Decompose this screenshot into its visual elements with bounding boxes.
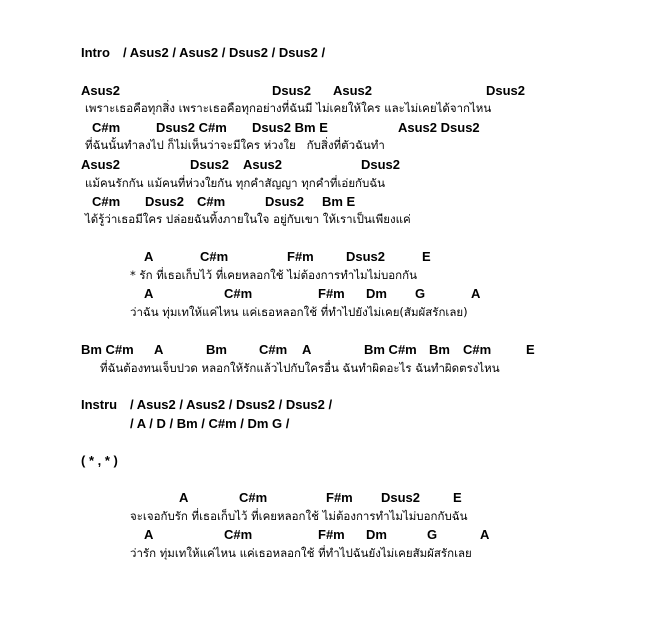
lyric-line: จะเจอกับรัก ที่เธอเก็บไว้ ที่เคยหลอกใช้ ไม่ต้องการทำไมไม่บอกกับฉัน: [130, 509, 468, 523]
chord: A: [179, 490, 189, 505]
chord: C#m: [197, 194, 226, 209]
chord: A: [144, 527, 154, 542]
chorus1-lyric-row-2: [0, 303, 662, 321]
chorus1-lyric-row-1: [0, 266, 662, 284]
verse1-chord-row-3: [0, 156, 662, 174]
chord: C#m: [463, 342, 492, 357]
chord: Dsus2: [346, 249, 386, 264]
chord: E: [453, 490, 462, 505]
chord: A: [471, 286, 481, 301]
chord: Dsus2 C#m: [156, 120, 227, 135]
verse1-chord-row-2: [0, 119, 662, 137]
chorus2-chord-row-1: [0, 489, 662, 507]
chorus1-chord-row-2: [0, 285, 662, 303]
lyric-line: ว่าฉัน ทุ่มเทให้แค่ไหน แค่เธอหลอกใช้ ที่ทำไปยังไม่เคย(สัมผัสรักเลย): [130, 305, 468, 319]
repeat-marker: ( * , * ): [81, 453, 118, 468]
chord: Bm C#m: [364, 342, 417, 357]
lyric-line: แม้คนรักกัน แม้คนที่ห่วงใยกัน ทุกคำสัญญา ทุกคำที่เอ่ยกับฉัน: [85, 176, 386, 190]
instru-line-1: [0, 396, 662, 414]
intro-line: [0, 44, 662, 62]
lyric-line: ที่ฉันต้องทนเจ็บปวด หลอกให้รักแล้วไปกับใครอื่น ฉันทำผิดอะไร ฉันทำผิดตรงไหน: [100, 361, 500, 375]
instru-line-2: [0, 415, 662, 433]
chorus1-chord-row-1: [0, 248, 662, 266]
verse1-lyric-row-1: [0, 99, 662, 117]
chord: C#m: [239, 490, 268, 505]
chord: F#m: [318, 286, 345, 301]
chord: G: [427, 527, 438, 542]
chord: Asus2: [243, 157, 283, 172]
chord: Asus2: [333, 83, 373, 98]
chord: C#m: [224, 527, 253, 542]
chord: Asus2 Dsus2: [398, 120, 480, 135]
lyric-line: * รัก ที่เธอเก็บไว้ ที่เคยหลอกใช้ ไม่ต้องการทำไมไม่บอกกัน: [130, 268, 417, 282]
chord: C#m: [200, 249, 229, 264]
chorus2-lyric-row-1: [0, 507, 662, 525]
bridge-lyric-row: [0, 359, 662, 377]
verse1-chord-row-4: [0, 193, 662, 211]
chord: Bm E: [322, 194, 356, 209]
chord: Dm: [366, 527, 387, 542]
instru-label: Instru: [81, 397, 118, 412]
lyric-line: ว่ารัก ทุ่มเทให้แค่ไหน แค่เธอหลอกใช้ ที่ทำไปฉันยังไม่เคยสัมผัสรักเลย: [130, 546, 472, 560]
chord: E: [526, 342, 535, 357]
chord: Bm C#m: [81, 342, 134, 357]
intro-progression: / Asus2 / Asus2 / Dsus2 / Dsus2 /: [123, 45, 326, 60]
chord: Dsus2 Bm E: [252, 120, 328, 135]
chord: Dsus2: [265, 194, 305, 209]
chord: Dsus2: [486, 83, 526, 98]
intro-label: Intro: [81, 45, 110, 60]
chord: C#m: [259, 342, 288, 357]
chord: F#m: [326, 490, 353, 505]
verse1-lyric-row-2: [0, 136, 662, 154]
lyric-line: ที่ฉันนั้นทำลงไป ก็ไม่เห็นว่าจะมีใคร ห่วงใย กับสิ่งที่ตัวฉันทำ: [85, 138, 385, 152]
chord: Bm: [429, 342, 450, 357]
chord: Bm: [206, 342, 227, 357]
instru-progression-2: / A / D / Bm / C#m / Dm G /: [130, 416, 290, 431]
chord: Dm: [366, 286, 387, 301]
lyric-line: เพราะเธอคือทุกสิ่ง เพราะเธอคือทุกอย่างที่ฉันมี ไม่เคยให้ใคร และไม่เคยได้จากไหน: [85, 101, 492, 115]
verse1-chord-row-1: [0, 82, 662, 100]
chord: C#m: [92, 194, 121, 209]
chorus2-lyric-row-2: [0, 544, 662, 562]
chorus2-chord-row-2: [0, 526, 662, 544]
chord: Dsus2: [361, 157, 401, 172]
lyric-line: ได้รู้ว่าเธอมีใคร ปล่อยฉันทิ้งภายในใจ อยู่กับเขา ให้เราเป็นเพียงแค่: [85, 212, 411, 226]
chord: C#m: [92, 120, 121, 135]
chord: C#m: [224, 286, 253, 301]
chord: Asus2: [81, 157, 121, 172]
bridge-chord-row: [0, 341, 662, 359]
chord: Asus2: [81, 83, 121, 98]
verse1-lyric-row-3: [0, 174, 662, 192]
chord: F#m: [318, 527, 345, 542]
chord: A: [154, 342, 164, 357]
chord: A: [144, 249, 154, 264]
chord: Dsus2: [145, 194, 185, 209]
repeat-line: [0, 452, 662, 470]
chord: A: [144, 286, 154, 301]
chord: Dsus2: [190, 157, 230, 172]
chord: E: [422, 249, 431, 264]
instru-progression-1: / Asus2 / Asus2 / Dsus2 / Dsus2 /: [130, 397, 333, 412]
chord: A: [480, 527, 490, 542]
chord: F#m: [287, 249, 314, 264]
chord: G: [415, 286, 426, 301]
verse1-lyric-row-4: [0, 210, 662, 228]
chord: A: [302, 342, 312, 357]
chord: Dsus2: [381, 490, 421, 505]
chord: Dsus2: [272, 83, 312, 98]
